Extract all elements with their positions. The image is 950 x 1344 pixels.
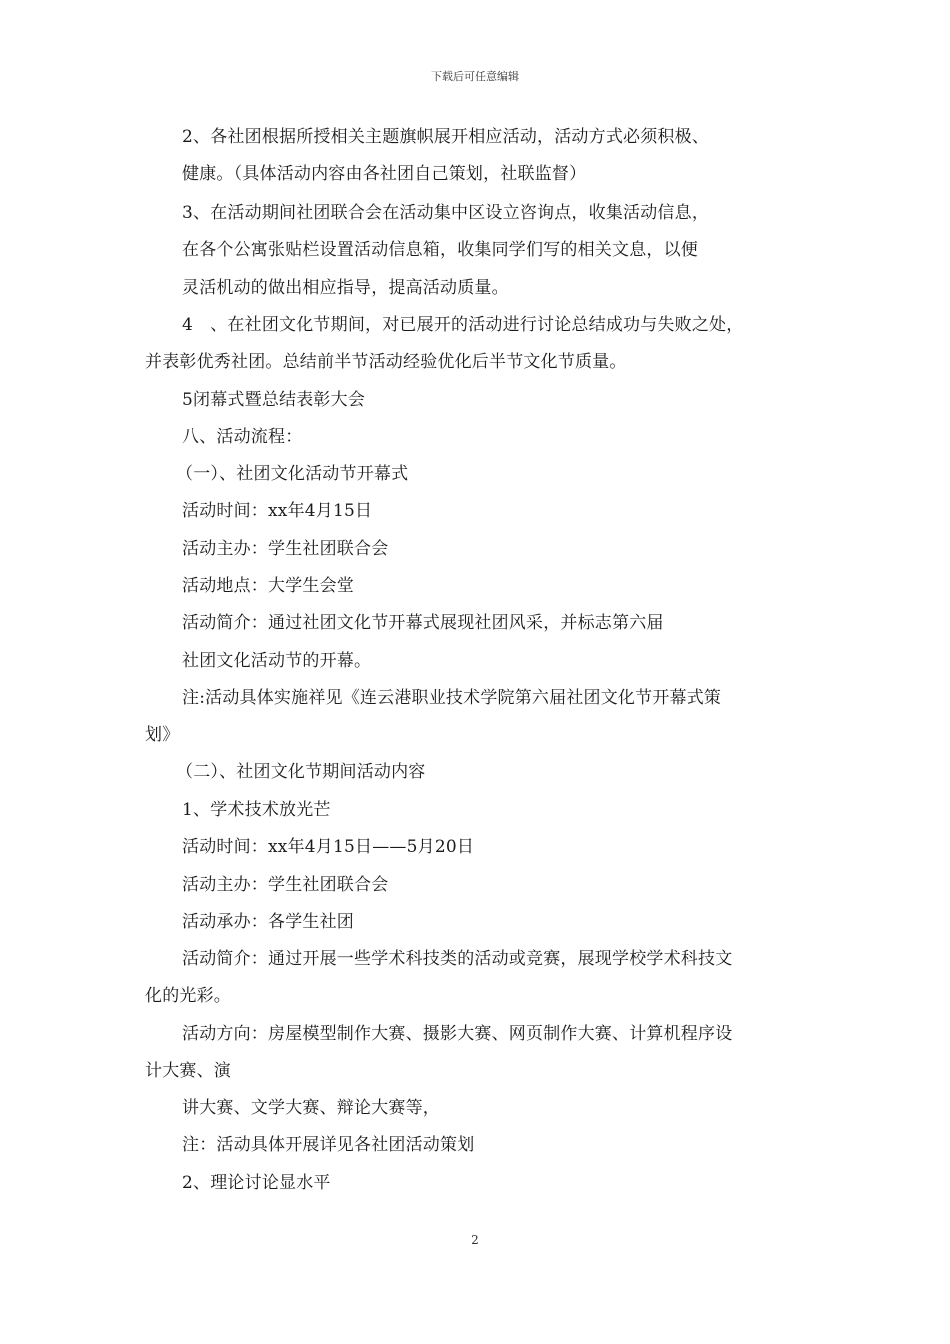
paragraph-line: 活动承办：各学生社团 — [182, 912, 354, 932]
paragraph-line: 计大赛、演 — [145, 1061, 231, 1081]
paragraph-line: 4 、在社团文化节期间，对已展开的活动进行讨论总结成功与失败之处， — [182, 315, 744, 335]
paragraph-line: 活动主办：学生社团联合会 — [182, 875, 389, 895]
paragraph-line: 灵活机动的做出相应指导，提高活动质量。 — [182, 278, 509, 298]
subsection-heading: （一）、社团文化活动节开幕式 — [176, 464, 409, 484]
paragraph-line: 1、学术技术放光芒 — [182, 800, 331, 820]
paragraph-line: 活动简介：通过开展一些学术科技类的活动或竞赛，展现学校学术科技文 — [182, 949, 733, 969]
paragraph-line: 活动主办：学生社团联合会 — [182, 539, 389, 559]
paragraph-line: 活动地点：大学生会堂 — [182, 576, 354, 596]
subsection-heading: （二）、社团文化节期间活动内容 — [176, 762, 426, 782]
section-heading: 八、活动流程： — [182, 427, 303, 447]
page-number: 2 — [471, 1233, 479, 1247]
paragraph-line: 划》 — [145, 725, 180, 745]
page-header: 下载后可任意编辑 — [431, 70, 519, 83]
paragraph-line: 并表彰优秀社团。总结前半节活动经验优化后半节文化节质量。 — [145, 352, 627, 372]
paragraph-line: 注:活动具体实施祥见《连云港职业技术学院第六届社团文化节开幕式策 — [182, 688, 722, 708]
paragraph-line: 活动时间：xx年4月15日 — [182, 501, 373, 521]
paragraph-line: 3、在活动期间社团联合会在活动集中区设立咨询点，收集活动信息， — [182, 203, 710, 223]
paragraph-line: 讲大赛、文学大赛、辩论大赛等， — [182, 1098, 440, 1118]
paragraph-line: 化的光彩。 — [145, 986, 231, 1006]
paragraph-line: 2、理论讨论显水平 — [182, 1173, 331, 1193]
paragraph-line: 活动简介：通过社团文化节开幕式展现社团风采，并标志第六届 — [182, 613, 664, 633]
paragraph-line: 活动方向：房屋模型制作大赛、摄影大赛、网页制作大赛、计算机程序设 — [182, 1024, 733, 1044]
paragraph-line: 2、各社团根据所授相关主题旗帜展开相应活动，活动方式必须积极、 — [182, 127, 710, 147]
paragraph-line: 注：活动具体开展详见各社团活动策划 — [182, 1135, 475, 1155]
paragraph-line: 5闭幕式暨总结表彰大会 — [182, 390, 366, 410]
paragraph-line: 社团文化活动节的开幕。 — [182, 651, 372, 671]
paragraph-line: 活动时间：xx年4月15日——5月20日 — [182, 837, 475, 857]
paragraph-line: 健康。（具体活动内容由各社团自己策划，社联监督） — [182, 164, 587, 184]
paragraph-line: 在各个公寓张贴栏设置活动信息箱，收集同学们写的相关文息，以便 — [182, 240, 698, 260]
